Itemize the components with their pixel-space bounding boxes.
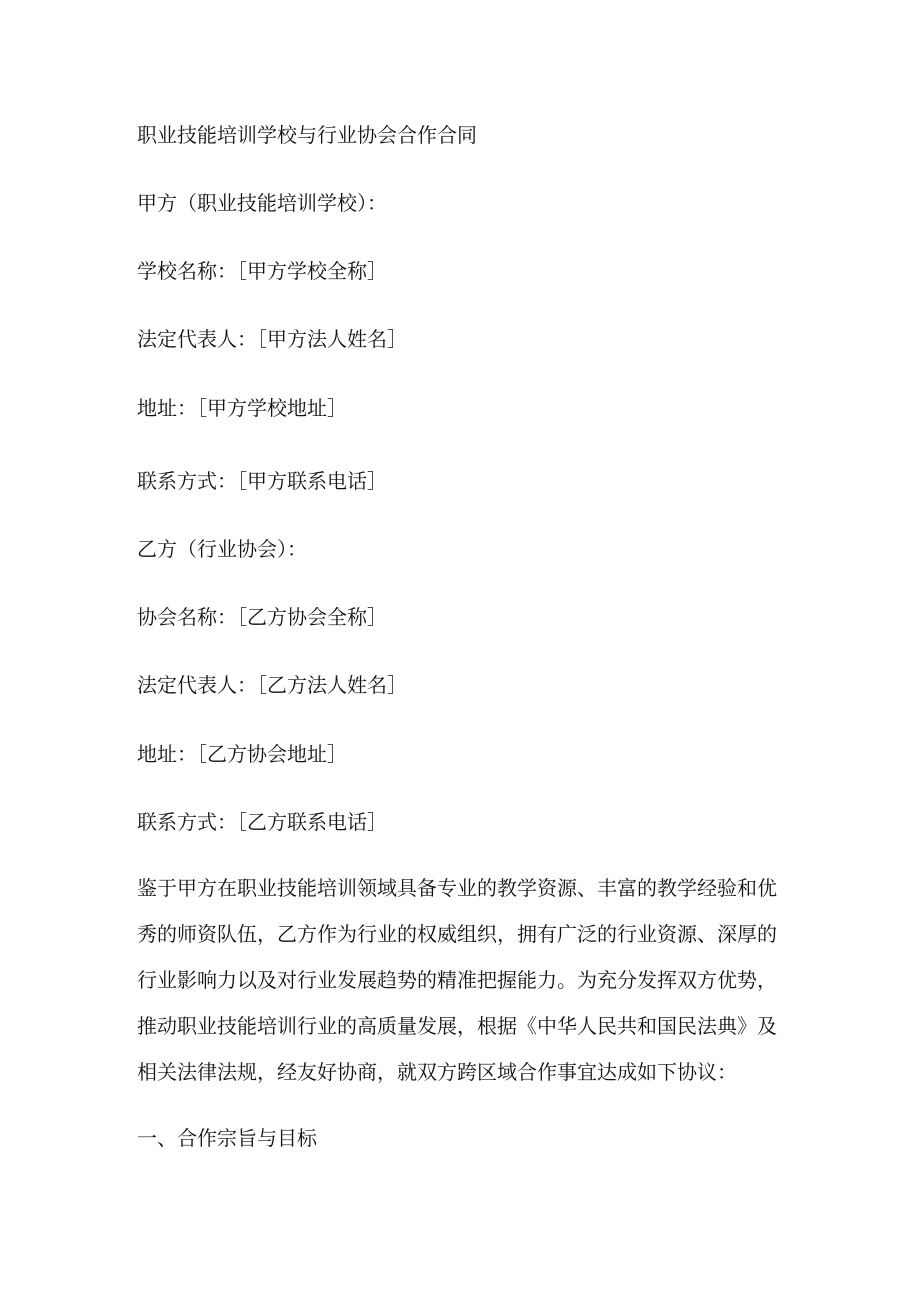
contract-title: 职业技能培训学校与行业协会合作合同 xyxy=(137,123,477,147)
party-a-heading: 甲方（职业技能培训学校）： xyxy=(137,191,387,215)
party-a-school-name: 学校名称：［甲方学校全称］ xyxy=(137,259,387,283)
party-a-address: 地址：［甲方学校地址］ xyxy=(137,396,347,420)
party-a-contact: 联系方式：［甲方联系电话］ xyxy=(137,469,387,493)
party-a-representative: 法定代表人：［甲方法人姓名］ xyxy=(137,327,407,351)
preamble-line: 相关法律法规，经友好协商，就双方跨区域合作事宜达成如下协议： xyxy=(137,1060,737,1084)
party-b-association-name: 协会名称：［乙方协会全称］ xyxy=(137,605,387,629)
party-b-address: 地址：［乙方协会地址］ xyxy=(137,742,347,766)
party-b-heading: 乙方（行业协会）： xyxy=(137,537,307,561)
party-b-contact: 联系方式：［乙方联系电话］ xyxy=(137,810,387,834)
section-heading: 一、合作宗旨与目标 xyxy=(137,1126,317,1150)
preamble-paragraph xyxy=(137,865,785,1095)
preamble-line: 鉴于甲方在职业技能培训领域具备专业的教学资源、丰富的教学经验和优 xyxy=(137,876,777,900)
party-b-representative: 法定代表人：［乙方法人姓名］ xyxy=(137,673,407,697)
preamble-line: 秀的师资队伍，乙方作为行业的权威组织，拥有广泛的行业资源、深厚的 xyxy=(137,922,777,946)
preamble-line: 推动职业技能培训行业的高质量发展，根据《中华人民共和国民法典》及 xyxy=(137,1014,777,1038)
preamble-line: 行业影响力以及对行业发展趋势的精准把握能力。为充分发挥双方优势， xyxy=(137,968,777,992)
